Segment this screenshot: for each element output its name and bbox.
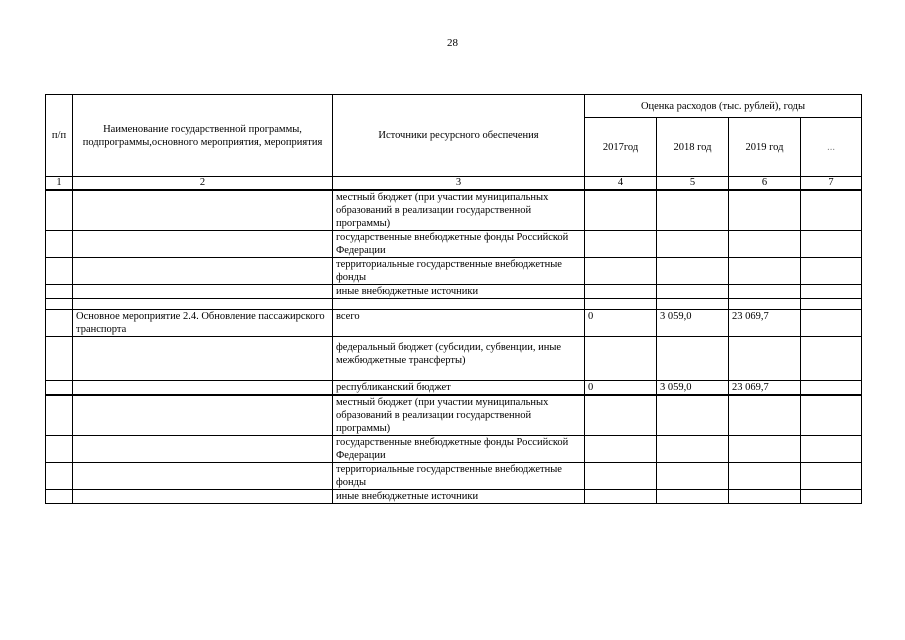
- cell-source: государственные внебюджетные фонды Российской Федерации: [333, 231, 585, 258]
- cell-name: [73, 285, 333, 299]
- cell-2019: [729, 190, 801, 231]
- cell-2017: [585, 258, 657, 285]
- cell-name: [73, 299, 333, 310]
- table-row: [46, 190, 862, 231]
- cell-name: [73, 258, 333, 285]
- resource-table: [45, 94, 862, 504]
- cell-next: [801, 337, 862, 381]
- cell-2019: [729, 337, 801, 381]
- cell-source: иные внебюджетные источники: [333, 490, 585, 504]
- cell-num: [46, 310, 73, 337]
- cell-2019: [729, 285, 801, 299]
- cell-name: [73, 395, 333, 436]
- cell-name: [73, 381, 333, 396]
- cell-name: Основное мероприятие 2.4. Обновление пассажирского транспорта: [73, 310, 333, 337]
- page-number: 28: [447, 37, 458, 49]
- cell-source: территориальные государственные внебюджетные фонды: [333, 258, 585, 285]
- cell-next: [801, 490, 862, 504]
- cell-source: иные внебюджетные источники: [333, 285, 585, 299]
- cell-next: [801, 463, 862, 490]
- cell-2017: [585, 190, 657, 231]
- table-row: [46, 436, 862, 463]
- column-number: 4: [585, 177, 657, 191]
- cell-num: [46, 231, 73, 258]
- cell-2018: [657, 190, 729, 231]
- cell-name: [73, 490, 333, 504]
- cell-next: [801, 381, 862, 396]
- column-number: 1: [46, 177, 73, 191]
- cell-2019: 23 069,7: [729, 381, 801, 396]
- header-year-2018: 2018 год: [657, 118, 729, 177]
- cell-source: республиканский бюджет: [333, 381, 585, 396]
- cell-2017: 0: [585, 381, 657, 396]
- table-row-empty: [46, 299, 862, 310]
- cell-2018: [657, 258, 729, 285]
- cell-2017: [585, 490, 657, 504]
- cell-num: [46, 490, 73, 504]
- cell-num: [46, 337, 73, 381]
- cell-2017: [585, 231, 657, 258]
- cell-2019: [729, 490, 801, 504]
- cell-2018: 3 059,0: [657, 310, 729, 337]
- column-number: 5: [657, 177, 729, 191]
- column-number-row: [46, 177, 862, 191]
- cell-source: местный бюджет (при участии муниципальных образований в реализации государственной программы): [333, 190, 585, 231]
- header-year-2019: 2019 год: [729, 118, 801, 177]
- header-year-next: ...: [801, 118, 862, 177]
- cell-2018: [657, 395, 729, 436]
- table-row: [46, 258, 862, 285]
- cell-source: всего: [333, 310, 585, 337]
- cell-2017: [585, 395, 657, 436]
- cell-num: [46, 436, 73, 463]
- header-estimate: Оценка расходов (тыс. рублей), годы: [585, 95, 862, 118]
- cell-num: [46, 395, 73, 436]
- column-number: 6: [729, 177, 801, 191]
- cell-next: [801, 436, 862, 463]
- cell-2018: [657, 299, 729, 310]
- cell-2019: 23 069,7: [729, 310, 801, 337]
- cell-next: [801, 190, 862, 231]
- cell-2018: 3 059,0: [657, 381, 729, 396]
- cell-source: территориальные государственные внебюджетные фонды: [333, 463, 585, 490]
- cell-2019: [729, 231, 801, 258]
- cell-2019: [729, 395, 801, 436]
- cell-name: [73, 463, 333, 490]
- cell-num: [46, 285, 73, 299]
- cell-next: [801, 258, 862, 285]
- cell-2018: [657, 337, 729, 381]
- column-number: 7: [801, 177, 862, 191]
- cell-num: [46, 190, 73, 231]
- cell-2017: 0: [585, 310, 657, 337]
- cell-2017: [585, 299, 657, 310]
- cell-2018: [657, 463, 729, 490]
- table-row: [46, 231, 862, 258]
- cell-source: государственные внебюджетные фонды Российской Федерации: [333, 436, 585, 463]
- header-name: Наименование государственной программы, подпрограммы,основного мероприятия, мероприятия: [73, 95, 333, 177]
- column-number: 2: [73, 177, 333, 191]
- cell-2019: [729, 436, 801, 463]
- cell-next: [801, 231, 862, 258]
- cell-2019: [729, 258, 801, 285]
- cell-source: [333, 299, 585, 310]
- cell-2019: [729, 463, 801, 490]
- cell-2018: [657, 436, 729, 463]
- table-row-measure: [46, 310, 862, 337]
- column-number: 3: [333, 177, 585, 191]
- cell-next: [801, 285, 862, 299]
- cell-2018: [657, 490, 729, 504]
- header-sources: Источники ресурсного обеспечения: [333, 95, 585, 177]
- table-row: [46, 337, 862, 381]
- cell-num: [46, 299, 73, 310]
- cell-next: [801, 299, 862, 310]
- cell-2018: [657, 231, 729, 258]
- table-row: [46, 490, 862, 504]
- cell-source: местный бюджет (при участии муниципальных образований в реализации государственной программы): [333, 395, 585, 436]
- cell-name: [73, 337, 333, 381]
- cell-source: федеральный бюджет (субсидии, субвенции, иные межбюджетные трансферты): [333, 337, 585, 381]
- header-num: п/п: [46, 95, 73, 177]
- cell-2017: [585, 436, 657, 463]
- cell-name: [73, 436, 333, 463]
- cell-num: [46, 258, 73, 285]
- cell-num: [46, 381, 73, 396]
- cell-next: [801, 395, 862, 436]
- cell-num: [46, 463, 73, 490]
- cell-name: [73, 231, 333, 258]
- table-row: [46, 395, 862, 436]
- header-year-2017: 2017год: [585, 118, 657, 177]
- table-row: [46, 463, 862, 490]
- cell-2018: [657, 285, 729, 299]
- table-row: [46, 285, 862, 299]
- cell-2019: [729, 299, 801, 310]
- cell-2017: [585, 285, 657, 299]
- cell-name: [73, 190, 333, 231]
- table-row: [46, 381, 862, 396]
- cell-next: [801, 310, 862, 337]
- cell-2017: [585, 463, 657, 490]
- cell-2017: [585, 337, 657, 381]
